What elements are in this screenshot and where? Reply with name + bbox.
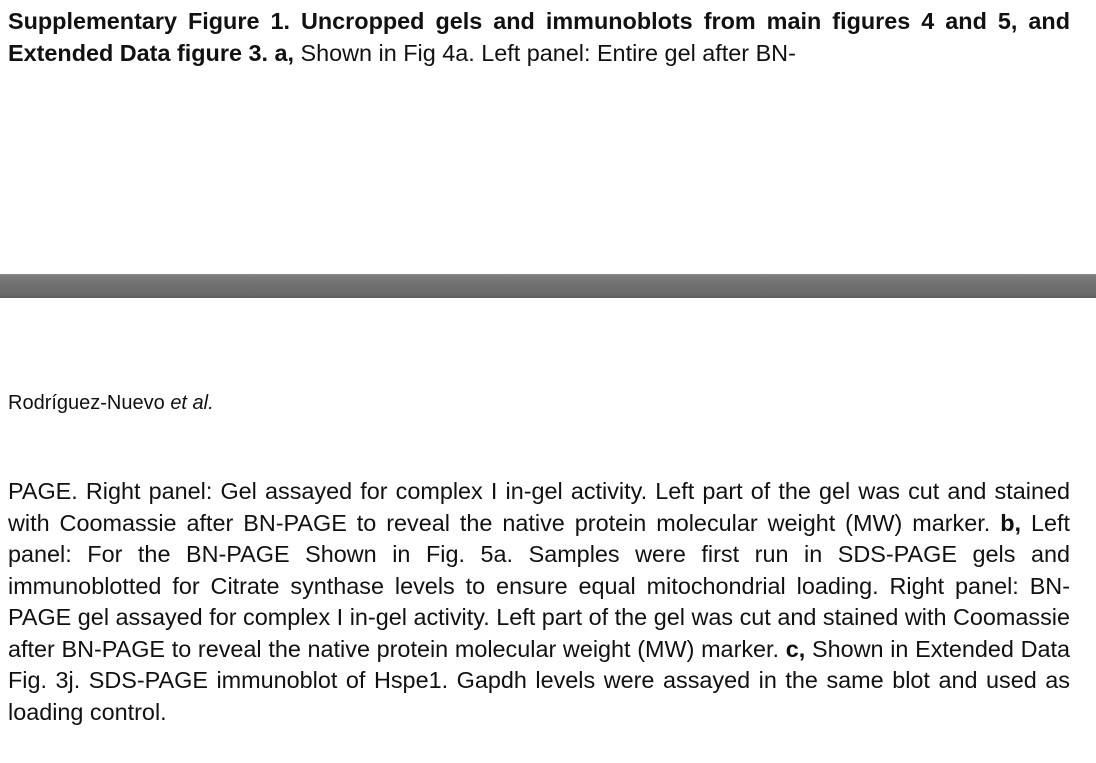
caption-title: Supplementary Figure 1. Uncropped gels and immunoblots from main figures 4 and 5, and Extended Data figure 3. (8, 8, 1070, 66)
running-header-author: Rodríguez-Nuevo (8, 392, 165, 414)
panel-label-a: a, (274, 39, 294, 66)
running-header (8, 391, 214, 415)
panel-b-text: Left panel: For the BN-PAGE Shown in Fig. 5a. Samples were first run in SDS-PAGE gels and immunoblotted for Citrate synthase levels to ensure equal mitochondrial loading. Right panel: BN-PAGE gel assayed for complex I in-gel activity. Left part of the gel was cut and stained with Coomassie after BN-PAGE to reveal the native protein molecular weight (MW) marker. (8, 509, 1071, 662)
page-break-divider (0, 274, 1096, 298)
panel-a-text-start: Shown in Fig 4a. Left panel: Entire gel after BN- (300, 39, 796, 66)
panel-a-text-end: PAGE. Right panel: Gel assayed for complex I in-gel activity. Left part of the gel was cut and stained with Coomassie after BN-PAGE to reveal the native protein molecular weight (MW) marker. (8, 478, 1070, 536)
panel-c-text: Shown in Extended Data Fig. 3j. SDS-PAGE immunoblot of Hspe1. Gapdh levels were assayed in the same blot and used as loading control. (8, 635, 1071, 725)
panel-label-b: b, (1000, 509, 1022, 536)
figure-caption-continued (8, 476, 1070, 728)
panel-label-c: c, (785, 635, 806, 662)
running-header-et-al: et al. (170, 392, 214, 414)
page-top-section (0, 0, 1096, 274)
figure-caption-start (8, 6, 1070, 69)
